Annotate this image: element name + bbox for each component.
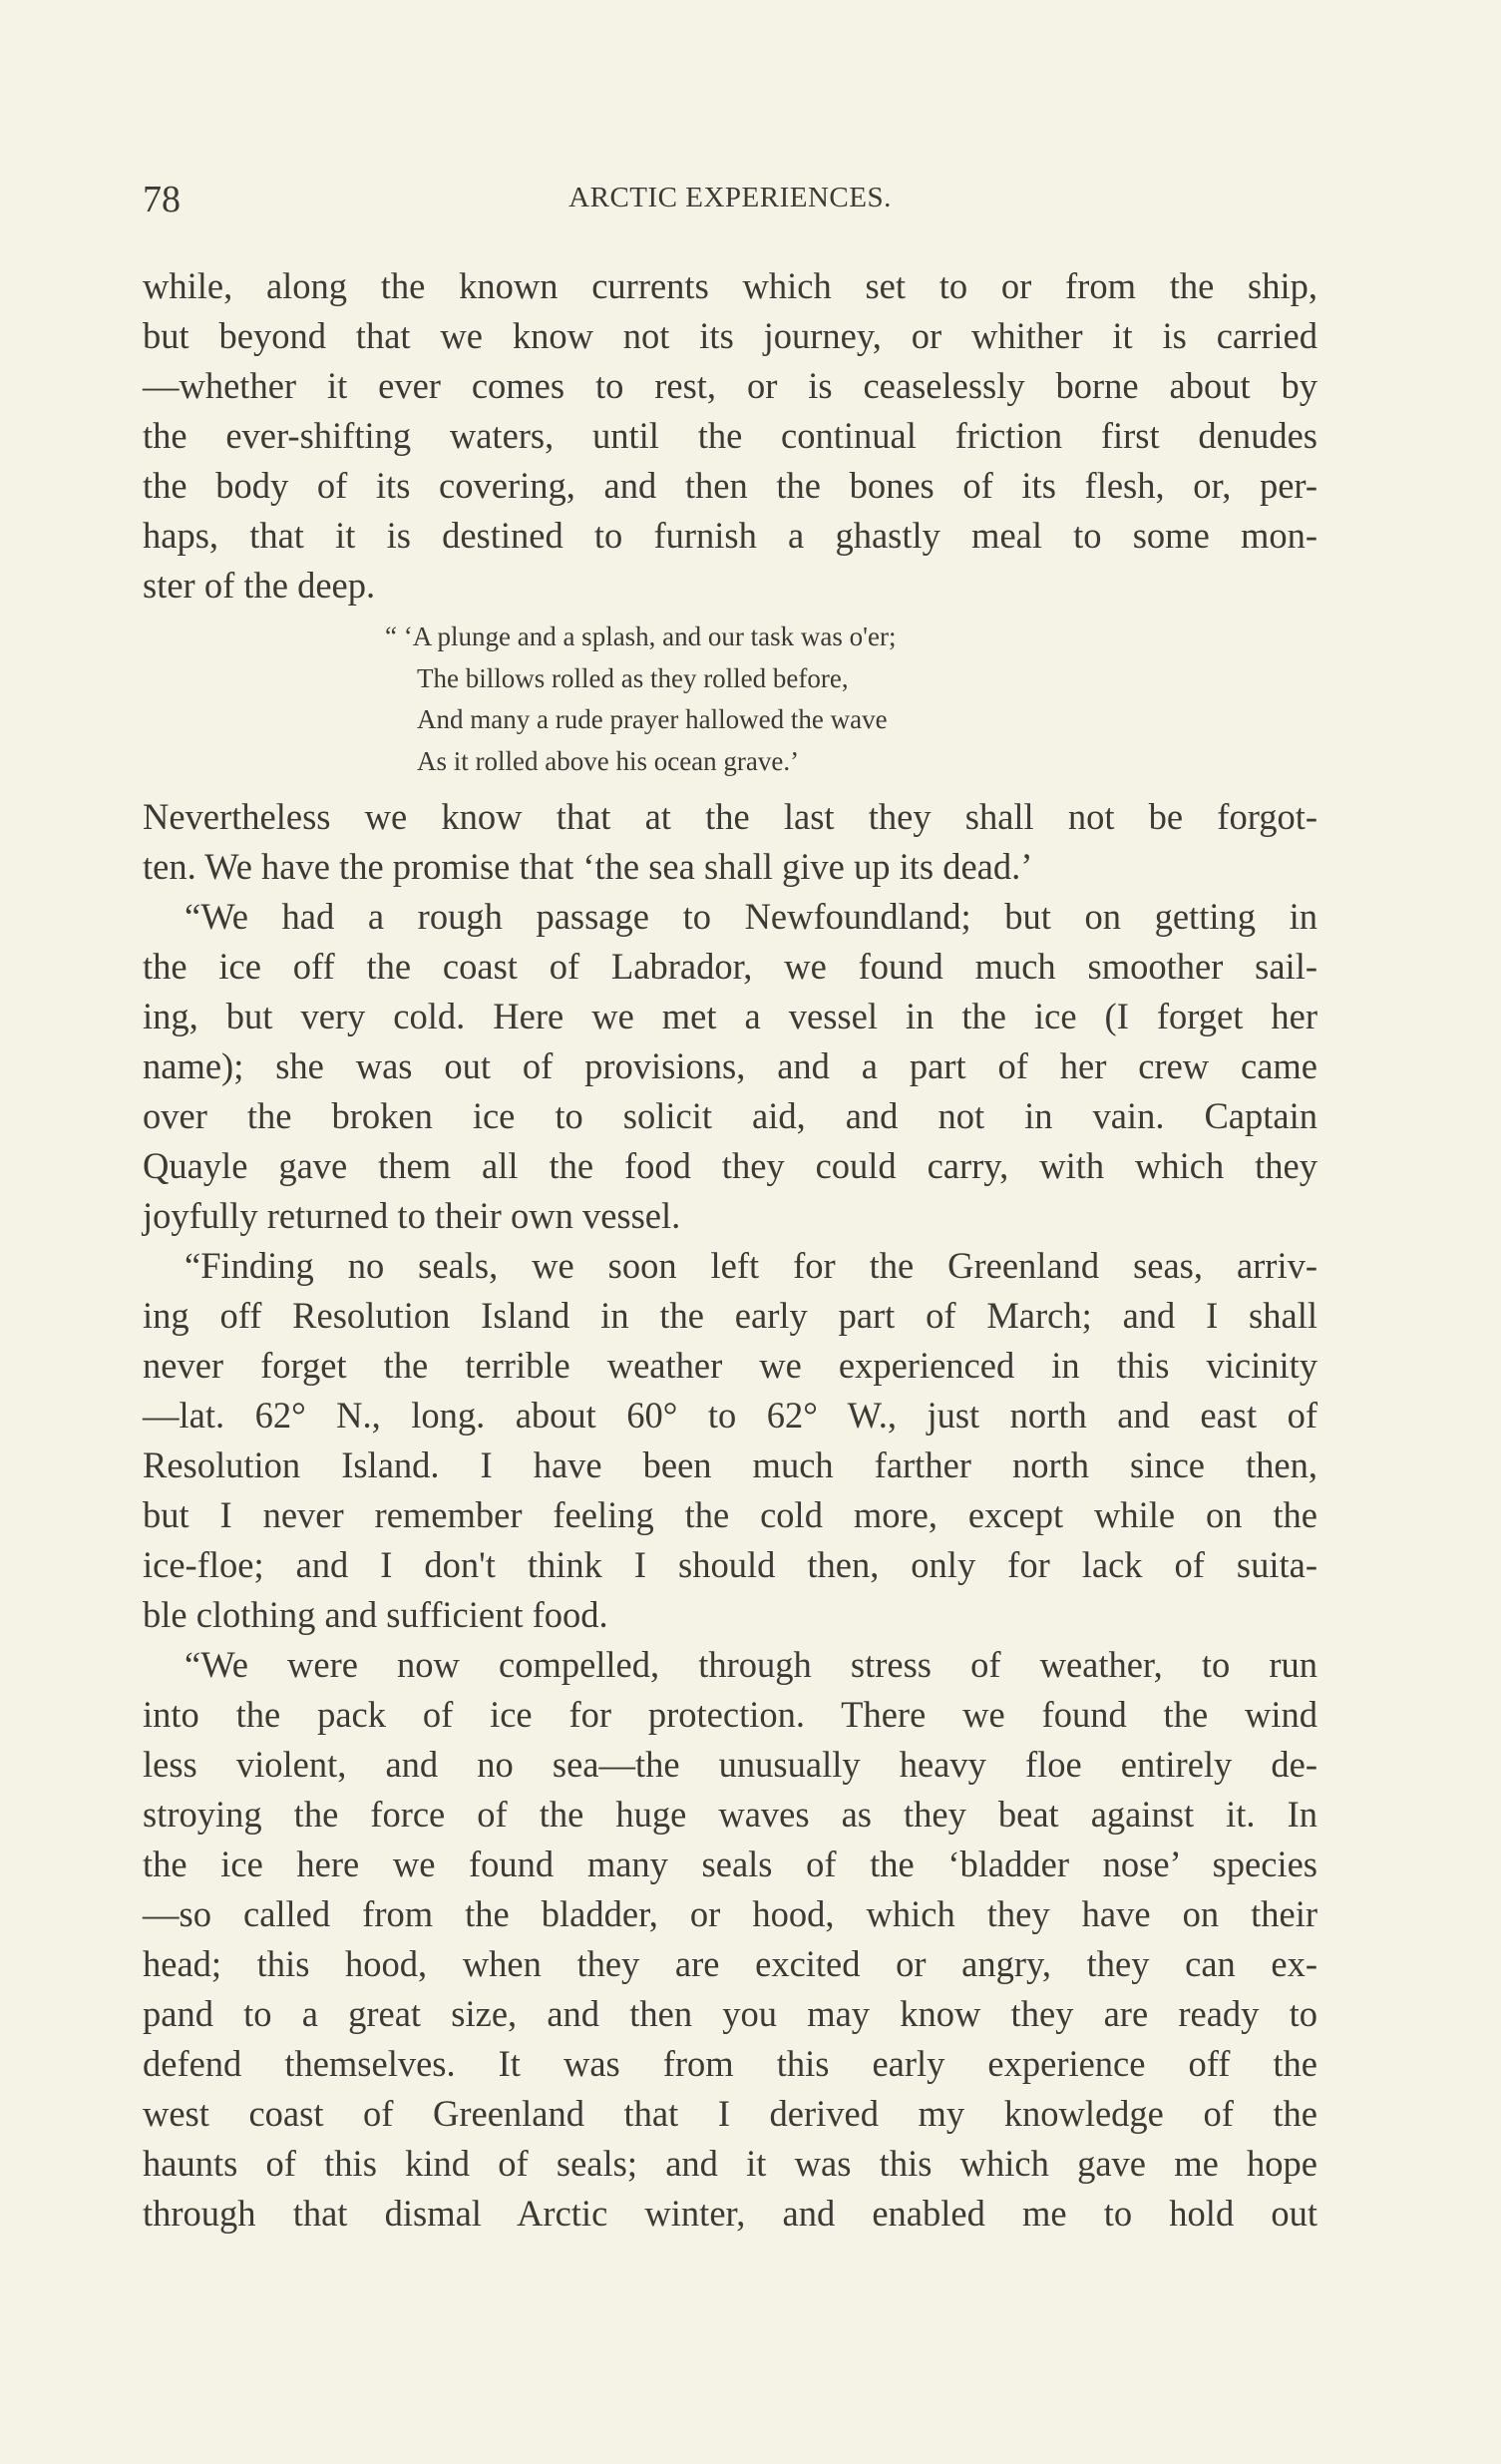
text-line: over the broken ice to solicit aid, and not in vain. Captain <box>143 1095 1317 1136</box>
text-line: through that dismal Arctic winter, and enabled me to hold out <box>143 2193 1317 2234</box>
text-line: defend themselves. It was from this early experience off the <box>143 2043 1317 2084</box>
text-line: “We had a rough passage to Newfoundland; but on getting in <box>185 896 1317 937</box>
text-line: stroying the force of the huge waves as they beat against it. In <box>143 1794 1317 1835</box>
running-title: ARCTIC EXPERIENCES. <box>568 182 892 213</box>
text-line: west coast of Greenland that I derived my knowledge of the <box>143 2093 1317 2134</box>
text-line: into the pack of ice for protection. There we found the wind <box>143 1694 1317 1735</box>
text-line: the ice off the coast of Labrador, we found much smoother sail- <box>143 946 1317 987</box>
poem-line: The billows rolled as they rolled before, <box>417 662 849 693</box>
text-line: while, along the known currents which set to or from the ship, <box>143 265 1317 306</box>
paragraph <box>143 892 1317 1241</box>
text-line: pand to a great size, and then you may know they are ready to <box>143 1993 1317 2034</box>
page-number: 78 <box>143 179 181 220</box>
text-line: the ever-shifting waters, until the continual friction first denudes <box>143 415 1317 456</box>
text-line: never forget the terrible weather we experienced in this vicinity <box>143 1345 1317 1386</box>
text-line: Resolution Island. I have been much farther north since then, <box>143 1444 1317 1485</box>
text-line: Nevertheless we know that at the last they shall not be forgot- <box>143 796 1317 837</box>
text-line: ster of the deep. <box>143 565 376 606</box>
text-line: ten. We have the promise that ‘the sea shall give up its dead.’ <box>143 846 1033 887</box>
text-line: ice-floe; and I don't think I should then, only for lack of suita- <box>143 1544 1317 1585</box>
text-line: head; this hood, when they are excited or angry, they can ex- <box>143 1943 1317 1984</box>
text-line: ing, but very cold. Here we met a vessel in the ice (I forget her <box>143 996 1317 1036</box>
text-line: the body of its covering, and then the bones of its flesh, or, per- <box>143 465 1317 506</box>
text-line: “Finding no seals, we soon left for the Greenland seas, arriv- <box>185 1245 1317 1286</box>
paragraph <box>143 792 1317 892</box>
text-line: but I never remember feeling the cold more, except while on the <box>143 1494 1317 1535</box>
text-line: joyfully returned to their own vessel. <box>143 1195 681 1236</box>
text-line: name); she was out of provisions, and a part of her crew came <box>143 1045 1317 1086</box>
text-line: haps, that it is destined to furnish a ghastly meal to some mon- <box>143 515 1317 556</box>
text-line: the ice here we found many seals of the ‘bladder nose’ species <box>143 1844 1317 1884</box>
page-header <box>143 178 1317 227</box>
poem-line: “ ‘A plunge and a splash, and our task was o'er; <box>385 621 897 651</box>
text-line: less violent, and no sea—the unusually heavy floe entirely de- <box>143 1744 1317 1785</box>
text-line: Quayle gave them all the food they could carry, with which they <box>143 1145 1317 1186</box>
paragraph <box>143 261 1317 611</box>
text-line: —so called from the bladder, or hood, which they have on their <box>143 1893 1317 1934</box>
poem-line: And many a rude prayer hallowed the wave <box>417 704 888 734</box>
poem-line: As it rolled above his ocean grave.’ <box>417 745 800 776</box>
poem-quotation <box>385 616 1317 782</box>
paragraph <box>143 1640 1317 2239</box>
text-line: “We were now compelled, through stress of weather, to run <box>185 1644 1317 1685</box>
paragraph <box>143 1241 1317 1640</box>
text-line: but beyond that we know not its journey, or whither it is carried <box>143 315 1317 356</box>
text-line: ble clothing and sufficient food. <box>143 1594 608 1635</box>
page-body <box>143 261 1317 2239</box>
text-line: ing off Resolution Island in the early part of March; and I shall <box>143 1295 1317 1336</box>
text-line: —lat. 62° N., long. about 60° to 62° W., just north and east of <box>143 1395 1317 1436</box>
text-line: —whether it ever comes to rest, or is ceaselessly borne about by <box>143 365 1317 406</box>
text-line: haunts of this kind of seals; and it was this which gave me hope <box>143 2143 1317 2184</box>
